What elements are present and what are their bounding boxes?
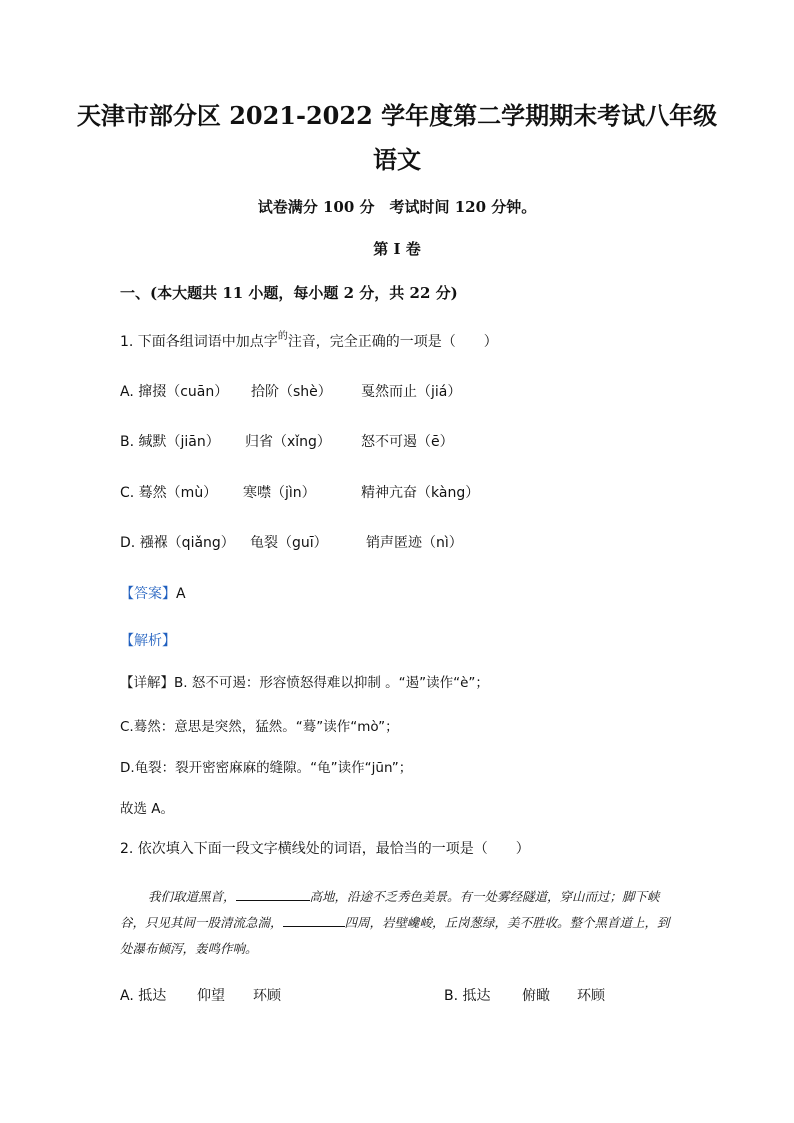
detail-line-3: D.龟裂：裂开密密麻麻的缝隙。“龟”读作“jūn”； [120,760,413,776]
question-1-stem-sup: 的 [277,331,288,342]
section-heading: 一、(本大题共 11 小题，每小题 2 分，共 22 分) [120,284,458,302]
q1-option-a-2: 拾阶（shè） [251,384,332,400]
q2-option-a-1: A. 抵达 [120,988,167,1004]
exam-title-line1: 天津市部分区 2021-2022 学年度第二学期期末考试八年级 [76,101,718,130]
q1-option-d-3: 销声匿迹（nì） [366,535,463,551]
q1-option-a-3: 戛然而止（jiá） [361,384,462,400]
answer-label: 【答案】 [120,586,176,602]
passage-part-2: 高地，沿途不乏秀色美景。有一处雾经隧道，穿山而过；脚下峡谷，只见其间一股清流急湍， [120,889,660,930]
q1-option-b-1: B. 缄默（jiān） [120,434,220,450]
q1-option-d-1: D. 襁褓（qiǎng） [120,535,235,551]
volume-label: 第 I 卷 [373,240,421,258]
blank-2 [283,914,345,927]
q1-option-c-2: 寒噤（jìn） [243,485,316,501]
detail-line-4: 故选 A。 [120,801,175,817]
q1-option-d-2: 龟裂（guī） [250,535,328,551]
detail-label: 【详解】 [120,675,174,691]
exam-subtitle: 试卷满分 100 分 考试时间 120 分钟。 [257,198,537,216]
q2-option-a-2: 仰望 [197,988,225,1004]
q2-option-b-1: B. 抵达 [444,988,491,1004]
q1-option-c-3: 精神亢奋（kàng） [361,485,480,501]
question-1-stem-before: 1. 下面各组词语中加点字 [120,334,278,350]
analysis-label: 【解析】 [120,633,176,649]
detail-line-2: C.蓦然：意思是突然，猛然。“蓦”读作“mò”； [120,719,399,735]
q1-option-c-1: C. 蓦然（mù） [120,485,218,501]
detail-line-1 [120,671,489,691]
q1-option-b-2: 归省（xǐng） [245,434,331,450]
detail-text-1: B. 怒不可遏：形容愤怒得难以抑制 。“遏”读作“è”； [174,675,489,691]
q2-option-b-2: 俯瞰 [522,988,550,1004]
question-2-passage [120,884,678,962]
q2-option-b-3: 环顾 [577,988,605,1004]
answer-line [120,583,186,603]
passage-part-1: 我们取道黑首， [148,889,236,904]
q1-option-a-1: A. 撺掇（cuān） [120,384,229,400]
answer-value: A [176,586,186,602]
q1-option-b-3: 怒不可遏（ē） [361,434,454,450]
passage-part-3: 四周，岩壁巉峻，丘岗葱绿，美不胜收。整个黑首道上，到处瀑布倾泻，轰鸣作响。 [120,915,670,956]
question-1-stem-after: 注音，完全正确的一项是（ ） [287,334,498,350]
blank-1 [236,888,310,901]
question-1-stem [120,331,498,351]
question-2-stem: 2. 依次填入下面一段文字横线处的词语，最恰当的一项是（ ） [120,841,530,857]
exam-title-line2: 语文 [373,145,421,174]
q2-option-a-3: 环顾 [253,988,281,1004]
